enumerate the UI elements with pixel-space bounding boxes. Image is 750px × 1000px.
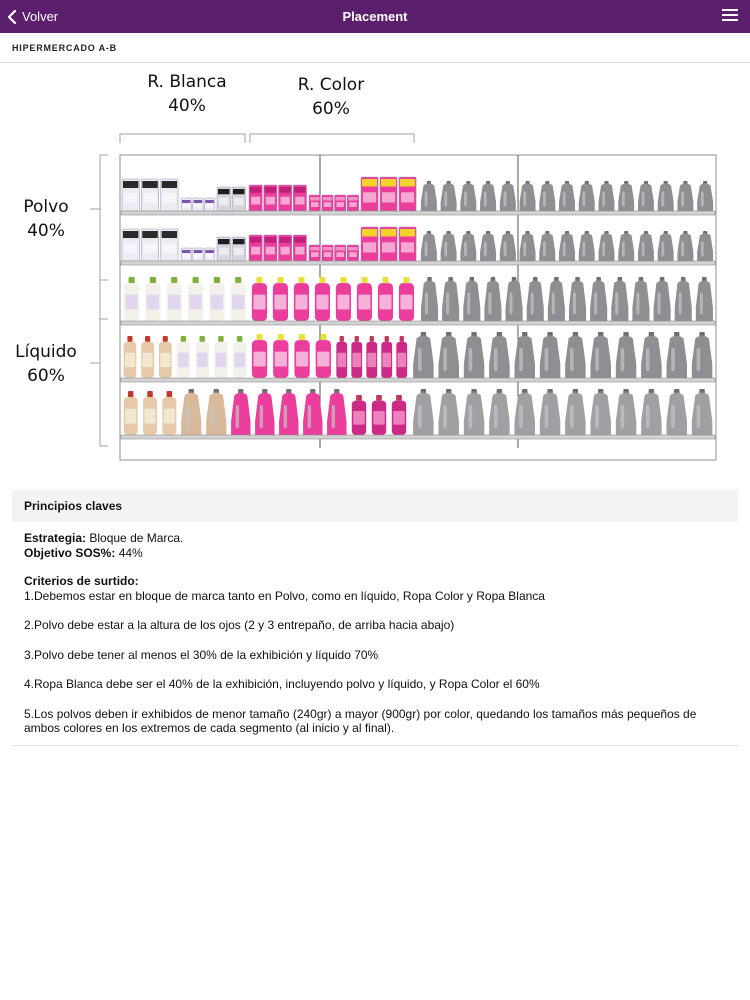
criteria-item: 3.Polvo debe tener al menos el 30% de la exhibición y líquido 70%: [24, 647, 379, 662]
product-pack: [293, 235, 306, 261]
product-pack: [361, 177, 378, 211]
shelf: [121, 261, 715, 265]
criteria-item: 4.Ropa Blanca debe ser el 40% de la exhibición, incluyendo polvo y líquido, y Ropa Color el 60%: [24, 677, 540, 691]
product-pack: [193, 248, 204, 261]
product-bottle: [124, 391, 138, 435]
store-name: HIPERMERCADO A-B: [12, 43, 117, 53]
section-header: Principios claves: [12, 490, 738, 522]
sos-line: [24, 546, 734, 561]
principles-content: [24, 531, 734, 736]
product-pack: [141, 229, 158, 261]
product-bottle: [159, 336, 172, 378]
product-pack: [279, 235, 292, 261]
product-pack: [322, 245, 333, 261]
product-pack: [335, 195, 346, 211]
product-bottle: [366, 336, 377, 378]
product-pack: [264, 235, 277, 261]
product-pack: [279, 185, 292, 211]
product-pack: [217, 187, 231, 211]
product-pack: [335, 245, 346, 261]
bracket-liquido: [90, 280, 108, 446]
product-bottle: [233, 336, 247, 378]
product-pack: [217, 237, 231, 261]
product-bottle: [162, 391, 176, 435]
top-navigation-bar: [0, 0, 750, 33]
criteria-item: 1.Debemos estar en bloque de marca tanto en Polvo, como en líquido, Ropa Color y Ropa Blanca: [24, 588, 545, 603]
shelf: [121, 378, 715, 382]
product-pack: [122, 179, 139, 211]
product-pack: [309, 195, 320, 211]
product-pack: [380, 177, 397, 211]
product-bottle: [141, 336, 154, 378]
sos-value: 44%: [115, 545, 143, 560]
product-pack: [193, 198, 204, 211]
product-bottle: [381, 336, 392, 378]
product-pack: [181, 198, 192, 211]
product-bottle: [195, 336, 209, 378]
planogram-image: [0, 63, 750, 483]
product-pack: [322, 195, 333, 211]
product-bottle: [396, 336, 407, 378]
product-pack: [141, 179, 158, 211]
bracket-polvo: [90, 155, 108, 319]
label-polvo: Polvo: [23, 197, 69, 217]
product-pack: [249, 185, 262, 211]
label-ropa-color: R. Color: [297, 75, 365, 95]
product-pack: [309, 245, 320, 261]
back-button-label: Volver: [22, 9, 59, 24]
product-bottle: [351, 336, 362, 378]
product-pack: [347, 245, 358, 261]
product-bottle: [143, 391, 157, 435]
product-pack: [347, 195, 358, 211]
product-bottle: [177, 336, 191, 378]
label-liquido: Líquido: [15, 342, 77, 362]
product-pack: [264, 185, 277, 211]
product-pack: [293, 185, 306, 211]
label-ropa-color-percent: 60%: [312, 99, 350, 119]
bracket-ropa-color: [250, 134, 414, 143]
criteria-item: 5.Los polvos deben ir exhibidos de menor tamaño (240gr) a mayor (900gr) por color, quedando los tamaños más pequeños de ambos colores en los extremos de cada segmento (al inicio y al final).: [24, 706, 697, 735]
strategy-value: Bloque de Marca.: [86, 531, 184, 545]
product-pack: [399, 177, 416, 211]
shelf: [121, 211, 715, 215]
product-pack: [232, 187, 246, 211]
product-pack: [249, 235, 262, 261]
product-pack: [161, 229, 178, 261]
product-pack: [399, 227, 416, 261]
strategy-label: Estrategia:: [24, 531, 87, 545]
product-pack: [204, 198, 215, 211]
back-button[interactable]: [6, 0, 58, 33]
product-bottle: [214, 336, 228, 378]
bracket-ropa-blanca: [120, 134, 245, 143]
divider: [12, 745, 738, 746]
product-pack: [122, 229, 139, 261]
product-pack: [361, 227, 378, 261]
strategy-line: [24, 531, 734, 546]
shelf: [121, 435, 715, 439]
product-pack: [204, 248, 215, 261]
hamburger-menu-icon[interactable]: [722, 9, 738, 23]
chevron-left-icon: [6, 9, 20, 25]
label-polvo-percent: 40%: [27, 221, 65, 241]
criteria-label: Criterios de surtido:: [24, 574, 139, 588]
sos-label: Objetivo SOS%:: [24, 545, 116, 560]
label-liquido-percent: 60%: [27, 366, 65, 386]
label-ropa-blanca: R. Blanca: [147, 72, 227, 92]
product-pack: [232, 237, 246, 261]
product-bottle: [336, 336, 347, 378]
product-pack: [380, 227, 397, 261]
shelf: [121, 321, 715, 325]
page-title: Placement: [342, 9, 408, 24]
label-ropa-blanca-percent: 40%: [168, 96, 206, 116]
product-pack: [181, 248, 192, 261]
product-pack: [161, 179, 178, 211]
criteria-item: 2.Polvo debe estar a la altura de los ojos (2 y 3 entrepaño, de arriba hacia abajo): [24, 618, 455, 632]
product-bottle: [124, 336, 137, 378]
